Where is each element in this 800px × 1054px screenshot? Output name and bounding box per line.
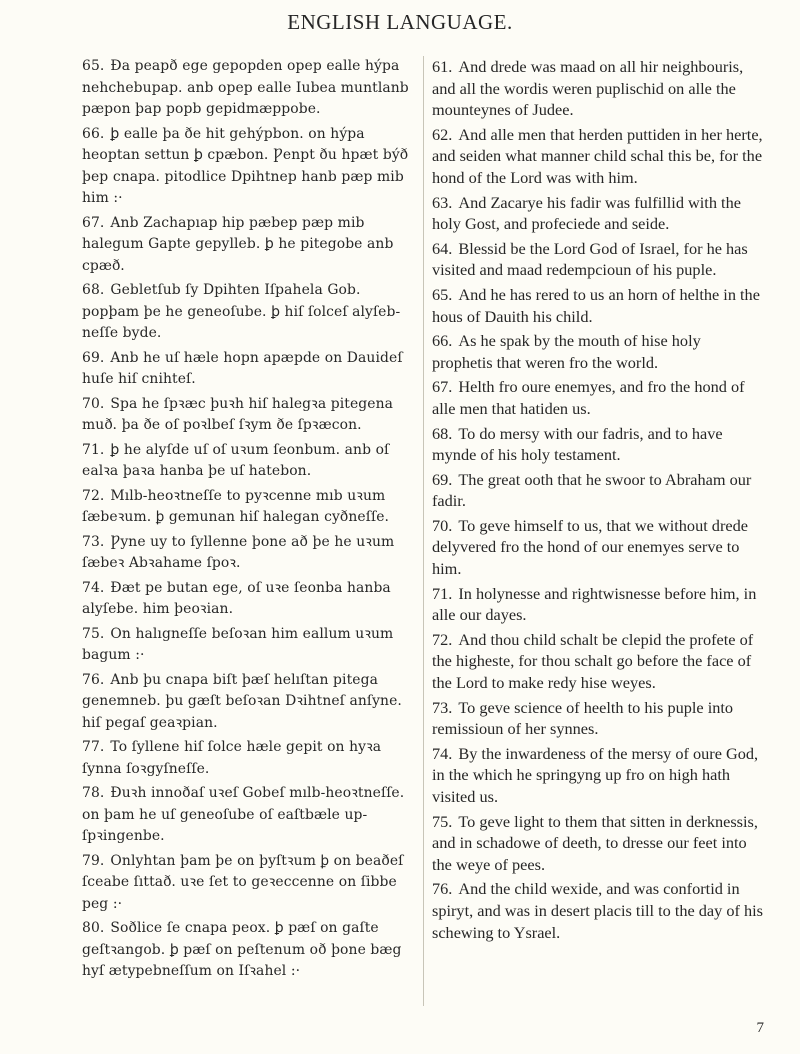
verse-number: 76. (82, 671, 105, 688)
verse-text: ꝧ he alyſde uſ oſ uꝛum ſeonbum. anb oſ ealꝛa þaꝛa hanba þe uſ hatebon. (82, 441, 390, 479)
verse-text: And thou child schalt be clepid the profete of the higheste, for thou schalt go before the face of the Lord to make redy hise weyes. (432, 629, 754, 693)
verse-text: To ſyllene hiſ ſolce hæle gepit on hyꝛa ſynna ſoꝛgyſneſſe. (82, 739, 382, 777)
verse-text: Gebletſub ſy Dpihten Iſpahela Gob. popþam þe he geneoſube. ꝧ hiſ ſolceſ alyſeb-neſſe byde. (82, 282, 401, 341)
verse (432, 376, 764, 419)
verse-number: 71. (432, 583, 453, 603)
verse-text: And he has rered to us an horn of helthe in the hous of Dauith his child. (432, 284, 760, 326)
verse (432, 192, 764, 235)
verse-text: Soðlice ſe cnapa peox. ꝧ pæſ on gaſte geſtꝛangob. ꝧ pæſ on peſtenum oð þone bæg hyſ ætypebneſſum on Iſꝛahel :· (82, 920, 402, 979)
verse (82, 851, 418, 916)
verse-number: 67. (432, 377, 453, 397)
verse-text: To do mersy with our fadris, and to have mynde of his holy testament. (432, 423, 723, 465)
verse-number: 76. (432, 879, 453, 899)
verse (82, 280, 418, 345)
verse-text: By the inwardeness of the mersy of oure God, in the which he springyng up fro on high hath visited us. (432, 743, 759, 806)
verse-number: 68. (82, 282, 105, 298)
middle-english-column (432, 56, 764, 946)
verse-number: 73. (82, 533, 105, 550)
verse-number: 79. (82, 852, 105, 869)
verse-number: 63. (432, 192, 453, 212)
verse-text: Anb Zachapıap hip pæbep pæp mib halegum Gapte gepylleb. ꝧ he pitegobe anb cpæð. (82, 214, 394, 274)
verse-text: To geve himself to us, that we without drede delyvered fro the hond of our enemyes serve to him. (432, 515, 748, 579)
verse (432, 56, 764, 121)
verse-text: And Zacarye his fadir was fulfillid with the holy Gost, and profeciede and seide. (432, 192, 741, 234)
verse-number: 68. (432, 423, 453, 443)
column-divider (423, 56, 424, 1006)
verse-text: Onlyhtan þam þe on þyſtꝛum ꝧ on beaðeſ ſceabe ſıttað. uꝛe ſet to geꝛeccenne on ſibbe peg :· (82, 852, 404, 912)
verse (432, 515, 764, 580)
verse-number: 75. (82, 625, 105, 642)
verse-text: Anb þu cnapa biſt þæſ helıſtan pitega genemneb. þu gæſt beſoꝛan Dꝛihtneſ anſyne. hiſ pegaſ geaꝛpian. (82, 671, 402, 731)
verse (432, 284, 764, 327)
verse-number: 61. (432, 57, 453, 76)
verse (432, 469, 764, 512)
verse-text: Ða peapð ege gepopden opep ealle hýpa nehchebupap. anb opep ealle Iubea muntlanb pæpon þap popb gepidmæppobe. (82, 58, 409, 117)
verse-text: Ðæt pe butan ege, oſ uꝛe ſeonba hanba alyſebe. him þeoꝛian. (82, 579, 391, 617)
verse-text: As he spak by the mouth of hise holy prophetis that weren fro the world. (432, 331, 701, 372)
verse (432, 629, 764, 694)
verse (432, 238, 764, 281)
verse-number: 74. (82, 579, 105, 596)
verse-number: 70. (82, 395, 105, 412)
verse (432, 878, 764, 943)
verse-number: 73. (432, 697, 453, 717)
verse-number: 69. (432, 469, 453, 489)
verse (82, 394, 418, 437)
verse-number: 72. (82, 487, 105, 504)
verse (432, 124, 764, 189)
verse (82, 670, 418, 735)
verse (82, 124, 418, 210)
verse-text: Anb he uſ hæle hopn apæpde on Dauideſ huſe hiſ cnihteſ. (82, 349, 403, 387)
verse (432, 423, 764, 466)
verse-text: And drede was maad on all hir neighbouris, and all the wordis weren puplischid on alle the mounteynes of Judee. (432, 57, 744, 120)
verse-text: On halıgneſſe beſoꝛan him eallum uꝛum bagum :· (82, 625, 394, 663)
verse-number: 62. (432, 124, 453, 144)
verse-text: Blessid be the Lord God of Israel, for he has visited and maad redempcioun of his puple. (432, 238, 748, 280)
verse (82, 440, 418, 483)
verse-number: 75. (432, 811, 453, 831)
running-head: ENGLISH LANGUAGE. (287, 10, 513, 34)
verse-number: 69. (82, 349, 105, 366)
verse (432, 743, 764, 808)
verse (432, 811, 764, 876)
verse-number: 66. (82, 125, 105, 142)
verse-number: 72. (432, 629, 453, 649)
verse (432, 583, 764, 626)
verse-text: And alle men that herden puttiden in her herte, and seiden what manner child schal this be, for the hond of the Lord was with him. (432, 124, 763, 187)
verse (82, 578, 418, 621)
verse (82, 783, 418, 848)
verse-number: 65. (82, 58, 105, 74)
verse (432, 330, 764, 373)
verse-text: ꝧ ealle þa ðe hit gehýpbon. on hýpa heoptan settun ꝧ cpæbon. Ƿenpt ðu hpæt býð þep cnapa. pitodlice Dpihtnep hanb pæp mib him :· (82, 125, 409, 206)
verse (82, 348, 418, 391)
verse (82, 56, 418, 121)
verse-number: 80. (82, 920, 105, 936)
verse-text: In holynesse and rightwisnesse before him, in alle our dayes. (432, 583, 757, 625)
verse-text: Ƿyne uy to ſyllenne þone að þe he uꝛum ſæbeꝛ Abꝛahame ſpoꝛ. (82, 533, 395, 571)
verse-text: To geve light to them that sitten in derknessis, and in schadowe of deeth, to dresse our feet into the weye of pees. (432, 811, 758, 874)
verse (82, 486, 418, 529)
verse-text: Ðuꝛh innoðaſ uꝛeſ Gobeſ mılb-heoꝛtneſſe. on þam he uſ geneoſube oſ eaſtbæle up-ſpꝛingenbe. (82, 785, 405, 844)
verse (82, 737, 418, 780)
verse-number: 66. (432, 331, 453, 351)
page-number: 7 (756, 1020, 764, 1036)
verse-text: Spa he ſpꝛæc þuꝛh hiſ halegꝛa pitegena muð. þa ðe oſ poꝛlbeſ ſꝛym ðe ſpꝛæcon. (82, 395, 394, 433)
verse (82, 624, 418, 667)
verse-number: 77. (82, 739, 105, 755)
verse (82, 213, 418, 278)
verse-text: Helth fro oure enemyes, and fro the hond of alle men that hatiden us. (432, 377, 745, 418)
verse (82, 918, 418, 983)
verse-number: 70. (432, 515, 453, 535)
verse-number: 78. (82, 785, 105, 801)
verse-text: And the child wexide, and was confortid in spiryt, and was in desert placis till to the day of his schewing to Ysrael. (432, 879, 763, 942)
verse (82, 532, 418, 575)
verse-text: Mılb-heoꝛtneſſe to pyꝛcenne mıb uꝛum ſæbeꝛum. ꝧ gemunan hiſ halegan cyðneſſe. (82, 487, 390, 525)
anglo-saxon-column (82, 56, 418, 986)
verse-number: 65. (432, 284, 453, 304)
verse-number: 67. (82, 214, 105, 231)
verse-number: 74. (432, 743, 453, 763)
verse-number: 64. (432, 238, 453, 258)
verse-text: To geve science of heelth to his puple into remissioun of her synnes. (432, 697, 734, 739)
verse-number: 71. (82, 441, 105, 458)
verse-text: The great ooth that he swoor to Abraham our fadir. (432, 469, 752, 511)
verse (432, 697, 764, 740)
